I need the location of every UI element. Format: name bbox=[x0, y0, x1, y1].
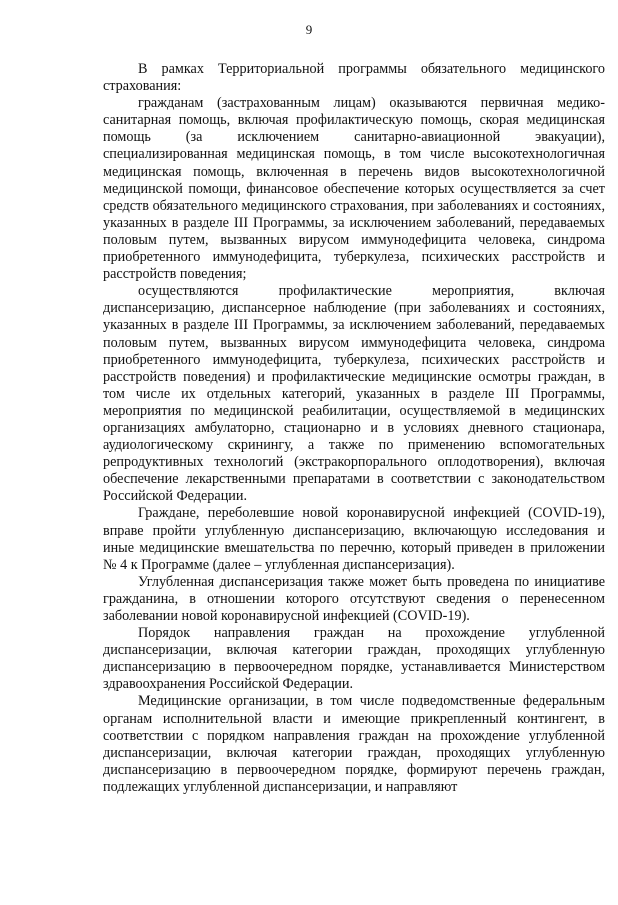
document-body bbox=[103, 61, 605, 796]
paragraph-insured-citizens-care: гражданам (застрахованным лицам) оказываются первичная медико-санитарная помощь, включая профилактическую помощь, скорая медицинская помощь (за исключением санитарно-авиационной эвакуации), специализированная медицинская помощь, в том числе высокотехнологичная медицинская помощь, включенная в перечень видов высокотехнологичной медицинской помощи, финансовое обеспечение которых осуществляется за счет средств обязательного медицинского страхования, при заболеваниях и состояниях, указанных в разделе III Программы, за исключением заболеваний, передаваемых половым путем, вызванных вирусом иммунодефицита человека, синдрома приобретенного иммунодефицита, туберкулеза, психических расстройств и расстройств поведения; bbox=[103, 95, 605, 283]
paragraph-medical-organizations: Медицинские организации, в том числе подведомственные федеральным органам исполнительной власти и имеющие прикрепленный контингент, в соответствии с порядком направления граждан на прохождение углубленной диспансеризации, включая категории граждан, проходящих углубленную диспансеризацию в первоочередном порядке, формируют перечень граждан, подлежащих углубленной диспансеризации, и направляют bbox=[103, 693, 605, 795]
paragraph-referral-procedure: Порядок направления граждан на прохождение углубленной диспансеризации, включая категории граждан, проходящих углубленную диспансеризацию в первоочередном порядке, устанавливается Министерством здравоохранения Российской Федерации. bbox=[103, 625, 605, 693]
paragraph-screening-initiative: Углубленная диспансеризация также может быть проведена по инициативе гражданина, в отношении которого отсутствуют сведения о перенесенном заболевании новой коронавирусной инфекцией (COVID-19). bbox=[103, 573, 605, 624]
page-number: 9 bbox=[305, 22, 313, 37]
paragraph-intro: В рамках Территориальной программы обязательного медицинского страхования: bbox=[103, 61, 605, 95]
paragraph-preventive-measures: осуществляются профилактические мероприятия, включая диспансеризацию, диспансерное наблюдение (при заболеваниях и состояниях, указанных в разделе III Программы, за исключением заболеваний, передаваемых половым путем, вызванных вирусом иммунодефицита человека, синдрома приобретенного иммунодефицита, туберкулеза, психических расстройств и расстройств поведения) и профилактические медицинские осмотры граждан, в том числе их отдельных категорий, указанных в разделе III Программы, мероприятия по медицинской реабилитации, осуществляемой в медицинских организациях амбулаторно, стационарно и в условиях дневного стационара, аудиологическому скринингу, а также по применению вспомогательных репродуктивных технологий (экстракорпорального оплодотворения), включая обеспечение лекарственными препаратами в соответствии с законодательством Российской Федерации. bbox=[103, 283, 605, 505]
paragraph-covid-in-depth-screening: Граждане, переболевшие новой коронавирусной инфекцией (COVID-19), вправе пройти углубленную диспансеризацию, включающую исследования и иные медицинские вмешательства по перечню, который приведен в приложении № 4 к Программе (далее – углубленная диспансеризация). bbox=[103, 505, 605, 573]
